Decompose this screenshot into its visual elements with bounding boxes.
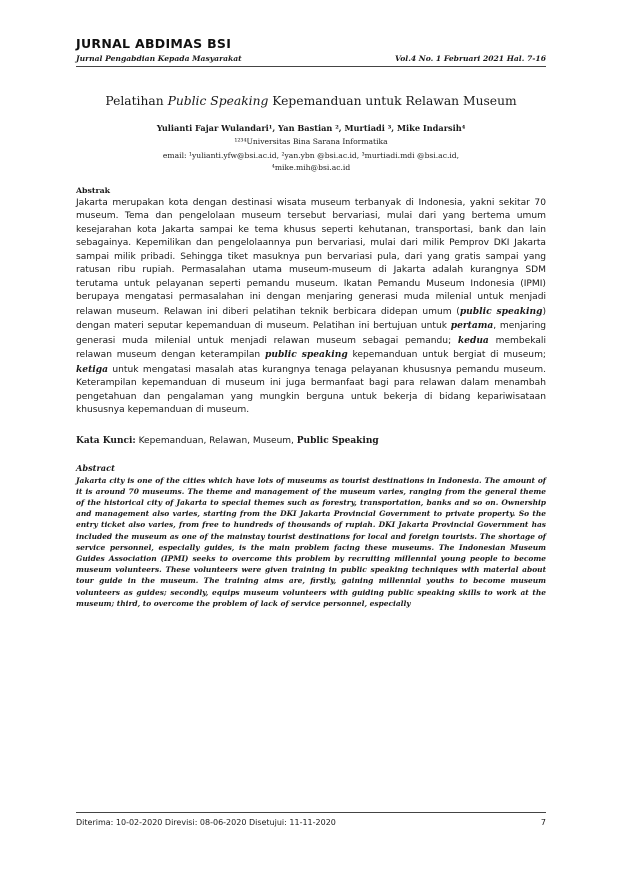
author-list: Yulianti Fajar Wulandari¹, Yan Bastian ², Murtiadi ³, Mike Indarsih⁴ — [156, 123, 466, 133]
keywords-list: Kepemanduan, Relawan, Museum, — [135, 435, 297, 446]
page-footer — [76, 812, 546, 827]
abstrak-heading: Abstrak — [76, 185, 111, 195]
abstrak-emph-3: kedua — [457, 334, 489, 346]
author-emails — [76, 150, 546, 174]
abstrak-text-1: Jakarta merupakan kota dengan destinasi wisata museum terbanyak di Indonesia, yakni sekitar 70 museum. Tema dan pengelolaan museum tersebut bervariasi, mulai dari yang bertema umum kesejarahan kota Jakarta sampai ke tema khusus seperti kehutanan, transportasi, bank dan lain sebagainya. Kepemilikan dan pengelolaannya pun bervariasi, mulai dari milik Pemprov DKI Jakarta sampai milik pribadi. Sehingga tiket masuknya pun bervariasi pula, dari yang gratis sampai yang ratusan ribu rupiah. Permasalahan utama museum-museum di Jakarta adalah kurangnya SDM terutama untuk pelayanan seperti pemandu museum. Ikatan Pemandu Museum Indonesia (IPMI) berupaya mengatasi permasalahan ini dengan menjaring generasi muda milenial untuk menjadi relawan museum. Relawan ini diberi pelatihan teknik berbicara didepan umum ( — [76, 197, 546, 317]
emails-line-2: ⁴mike.mih@bsi.ac.id — [271, 162, 351, 172]
submission-dates: Diterima: 10-02-2020 Direvisi: 08-06-2020 Disetujui: 11-11-2020 — [76, 818, 336, 827]
abstrak-emph-2: pertama — [450, 320, 494, 332]
abstrak-text-3: , menjaring generasi muda milenial untuk menjadi relawan museum sebagai pemandu; — [76, 321, 546, 346]
keywords-emph: Public Speaking — [296, 435, 379, 446]
abstrak-body — [76, 197, 546, 418]
emails-line-1: email: ¹yulianti.yfw@bsi.ac.id, ²yan.ybn @bsi.ac.id, ³murtiadi.mdi @bsi.ac.id, — [162, 151, 460, 160]
abstrak-emph-5: ketiga — [76, 363, 108, 375]
article-title — [76, 94, 546, 108]
title-pre: Pelatihan — [105, 94, 168, 108]
title-post: Kepemanduan untuk Relawan Museum — [268, 94, 517, 108]
journal-name: JURNAL ABDIMAS BSI — [76, 36, 232, 51]
journal-subtitle: Jurnal Pengabdian Kepada Masyarakat — [76, 54, 242, 63]
title-italic: Public Speaking — [167, 94, 269, 108]
abstrak-text-2: ) dengan materi seputar kepemanduan di museum. Pelatihan ini bertujuan untuk — [76, 306, 546, 332]
page-number: 7 — [540, 818, 546, 827]
keywords — [76, 436, 546, 446]
author-affiliation: ¹²³⁴Universitas Bina Sarana Informatika — [234, 137, 388, 146]
abstrak-emph-1: public speaking — [459, 305, 543, 317]
journal-volume-info: Vol.4 No. 1 Februari 2021 Hal. 7-16 — [395, 54, 546, 63]
paper-page — [76, 36, 546, 609]
abstract-en-body: Jakarta city is one of the cities which have lots of museums as tourist destinations in Indonesia. The amount of it is around 70 museums. The theme and management of the museum varies, ranging from the general theme of the historical city of Jakarta to special themes such as forestry, transportation, banks and so on. Ownership and management also varies, starting from the DKI Jakarta Provincial Government to private property. So the entry ticket also varies, from free to hundreds of thousands of rupiah. DKI Jakarta Provincial Government has included the museum as one of the mainstay tourist destinations for local and foreign tourists. The shortage of service personnel, especially guides, is the main problem facing these museums. The Indonesian Museum Guides Association (IPMI) seeks to overcome this problem by recruiting millennial young people to become museum volunteers. These volunteers were given training in public speaking techniques with material about tour guide in the museum. The training aims are, firstly, gaining millennial youths to become museum volunteers as guides; secondly, equips museum volunteers with guiding public speaking skills to work at the museum; third, to overcome the problem of lack of service personnel, especially — [76, 475, 546, 608]
keywords-label: Kata Kunci: — [76, 435, 136, 446]
abstrak-text-6: untuk mengatasi masalah atas kurangnya tenaga pelayanan khususnya pemandu museum. Keterampilan kepemanduan di museum ini juga bermanfaat bagi para relawan dalam menambah pengetahuan dan pengalaman yang mungkin berguna untuk bekerja di bidang kepariwisataan khususnya kepemanduan di museum. — [76, 364, 546, 416]
abstrak-text-5: kepemanduan untuk bergiat di museum; — [347, 350, 546, 361]
journal-header-line — [76, 54, 546, 67]
abstrak-text-4: membekali relawan museum dengan keterampilan — [76, 335, 546, 361]
abstract-en-heading: Abstract — [76, 462, 115, 473]
abstrak-emph-4: public speaking — [264, 349, 348, 361]
